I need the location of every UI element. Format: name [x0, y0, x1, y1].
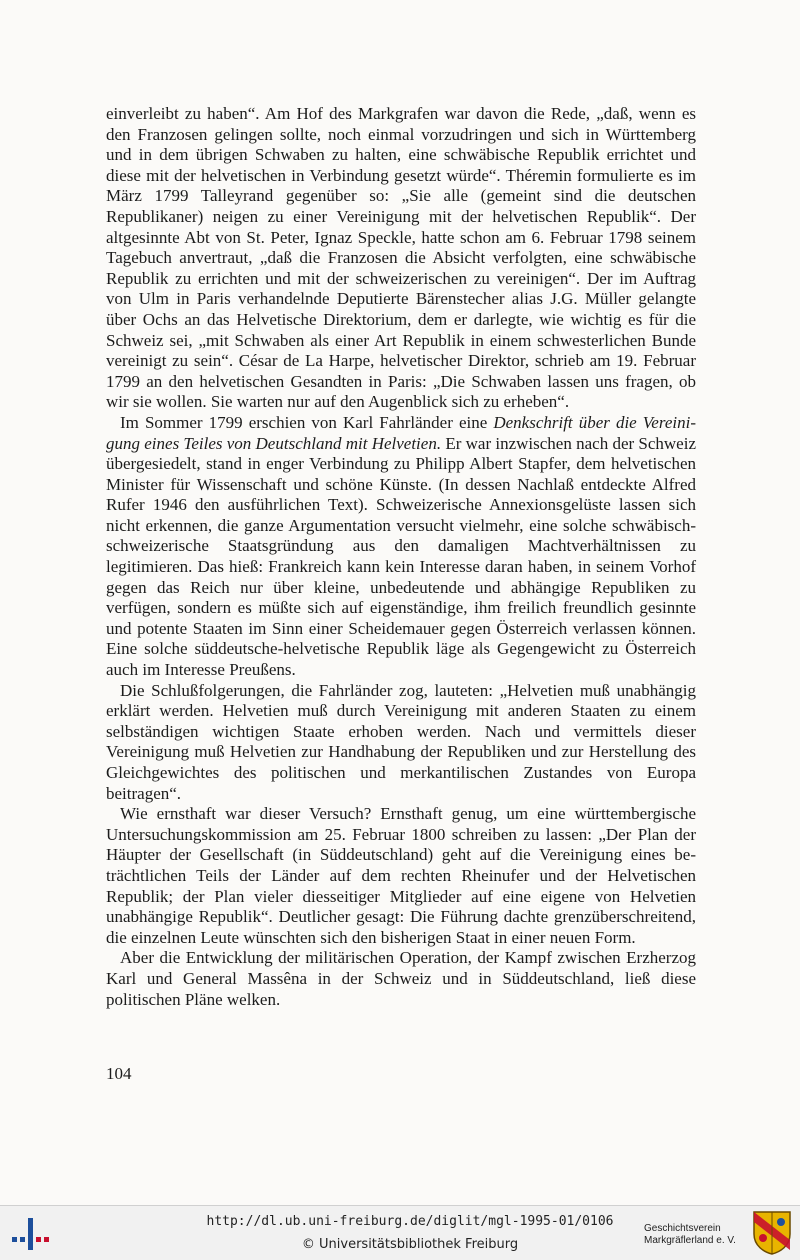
body-text [106, 104, 696, 1010]
paragraph-2-body: Er war inzwischen nach der Schweiz übergesiedelt, stand in enger Verbindung zu Philipp Albert Stapfer, dem helvetischen Minister für Wissenschaft und schöne Künste. (In dessen Nachlaß entdeckte Alfred Rufer 1946 den ausführlichen Text). Schweizerische Annexionsgelüste lassen sich nicht erkennen, die ganze Argumentation versucht vielmehr, eine solche schwäbisch-schweizerische Staatsgründung aus den damaligen Machtverhältnissen zu legitimieren. Das hieß: Frankreich kann kein Interesse daran haben, in seinem Vorhof gegen das Reich nur über kleine, unbedeutende und abhängige Republiken zu verfügen, sondern es müßte sich auf eigenständige, ihm freilich freundlich gesinnte und potente Staaten im Sinn einer Scheidemauer gegen Österreich verlassen können. Eine solche süddeutsche-helvetische Republik läge als Gegengewicht zu Österreich auch im Interesse Preußens. [106, 433, 696, 680]
page-number: 104 [106, 1064, 132, 1083]
paragraph-4: Wie ernsthaft war dieser Versuch? Ernsthaft genug, um eine württembergische Untersuchungskommission am 25. Februar 1800 schreiben zu lassen: „Der Plan der Häupter der Gesellschaft (in Süddeutschland) geht auf die Vereinigung eines beträchtlichen Teils der Länder auf dem rechten Rheinufer und der Helvetischen Republik; der Plan vieler diesseitiger Mitglieder auf eine eigene von Helvetien unabhängige Republik“. Deutlicher gesagt: Die Führung dachte grenzüberschreitend, die einzelnen Leute wünschten sich den bisherigen Staat in einer neuen Form. [106, 804, 696, 947]
permalink-url[interactable]: http://dl.ub.uni-freiburg.de/diglit/mgl-1995-01/0106 [206, 1214, 614, 1229]
paragraph-1: einverleibt zu haben“. Am Hof des Markgrafen war davon die Rede, „daß, wenn es den Franzosen gelingen sollte, noch einmal vorzudringen und sich in Württemberg und in dem übrigen Schwaben zu halten, eine schwäbische Republik errichtet und diese mit der helvetischen in Verbindung gesetzt würde“. Théremin formulierte es im März 1799 Talleyrand gegenüber so: „Sie alle (gemeint sind die deutschen Republikaner) neigen zu einer Vereinigung mit der helvetischen Republik“. Der altgesinnte Abt von St. Peter, Ignaz Speckle, hatte schon am 6. Februar 1798 seinem Tagebuch anvertraut, „daß die Franzosen die Absicht verfolgten, eine schwäbische Republik zu errichten und mit der schweizerischen zu vereinigen“. Der im Auftrag von Ulm in Paris verhandelnde Deputierte Bärenstecher alias J.G. Müller gelangte über Ochs an das Helvetische Direktorium, dem er darlegte, wie wichtig es für die Schweiz sei, „mit Schwaben als einer Art Republik in einem schwesterlichen Bunde vereinigt zu sein“. César de La Harpe, helvetischer Direktor, schrieb am 19. Februar 1799 an den helvetischen Gesandten in Paris: „Die Schwaben lassen uns fragen, ob wir sie wollen. Sie warten nur auf den Augenblick sich zu erheben“. [106, 104, 696, 412]
paragraph-2 [106, 413, 696, 681]
coat-of-arms-icon [752, 1210, 792, 1256]
society-name-line-2: Markgräflerland e. V. [644, 1235, 736, 1246]
dl-logo-icon[interactable] [8, 1212, 52, 1256]
paragraph-3: Die Schlußfolgerungen, die Fahrländer zog, lauteten: „Helvetien muß unabhängig erklärt werden. Helvetien muß durch Vereinigung mit anderen Staaten zu einem selbständigen wichtigen Staate erhoben werden. Nach und vermittels dieser Vereinigung muß Helvetien zur Handhabung der Republiken und zur Herstellung des Gleichgewichtes des politischen und merkantilischen Zustandes von Europa beitragen“. [106, 680, 696, 803]
society-name [644, 1223, 754, 1247]
society-name-line-1: Geschichtsverein [644, 1223, 721, 1234]
paragraph-5: Aber die Entwicklung der militärischen Operation, der Kampf zwischen Erzherzog Karl und General Massêna in der Schweiz und in Süddeutschland, ließ diese politischen Pläne welken. [106, 948, 696, 1009]
viewer-footer [0, 1205, 800, 1260]
paragraph-2-title: Denkschrift über die Vereinigung eines Teiles von Deutschland mit Helvetien. [106, 412, 696, 453]
paragraph-2-intro: Im Sommer 1799 erschien von Karl Fahrländer eine [120, 412, 494, 432]
copyright-notice: © Universitätsbibliothek Freiburg [301, 1237, 519, 1252]
